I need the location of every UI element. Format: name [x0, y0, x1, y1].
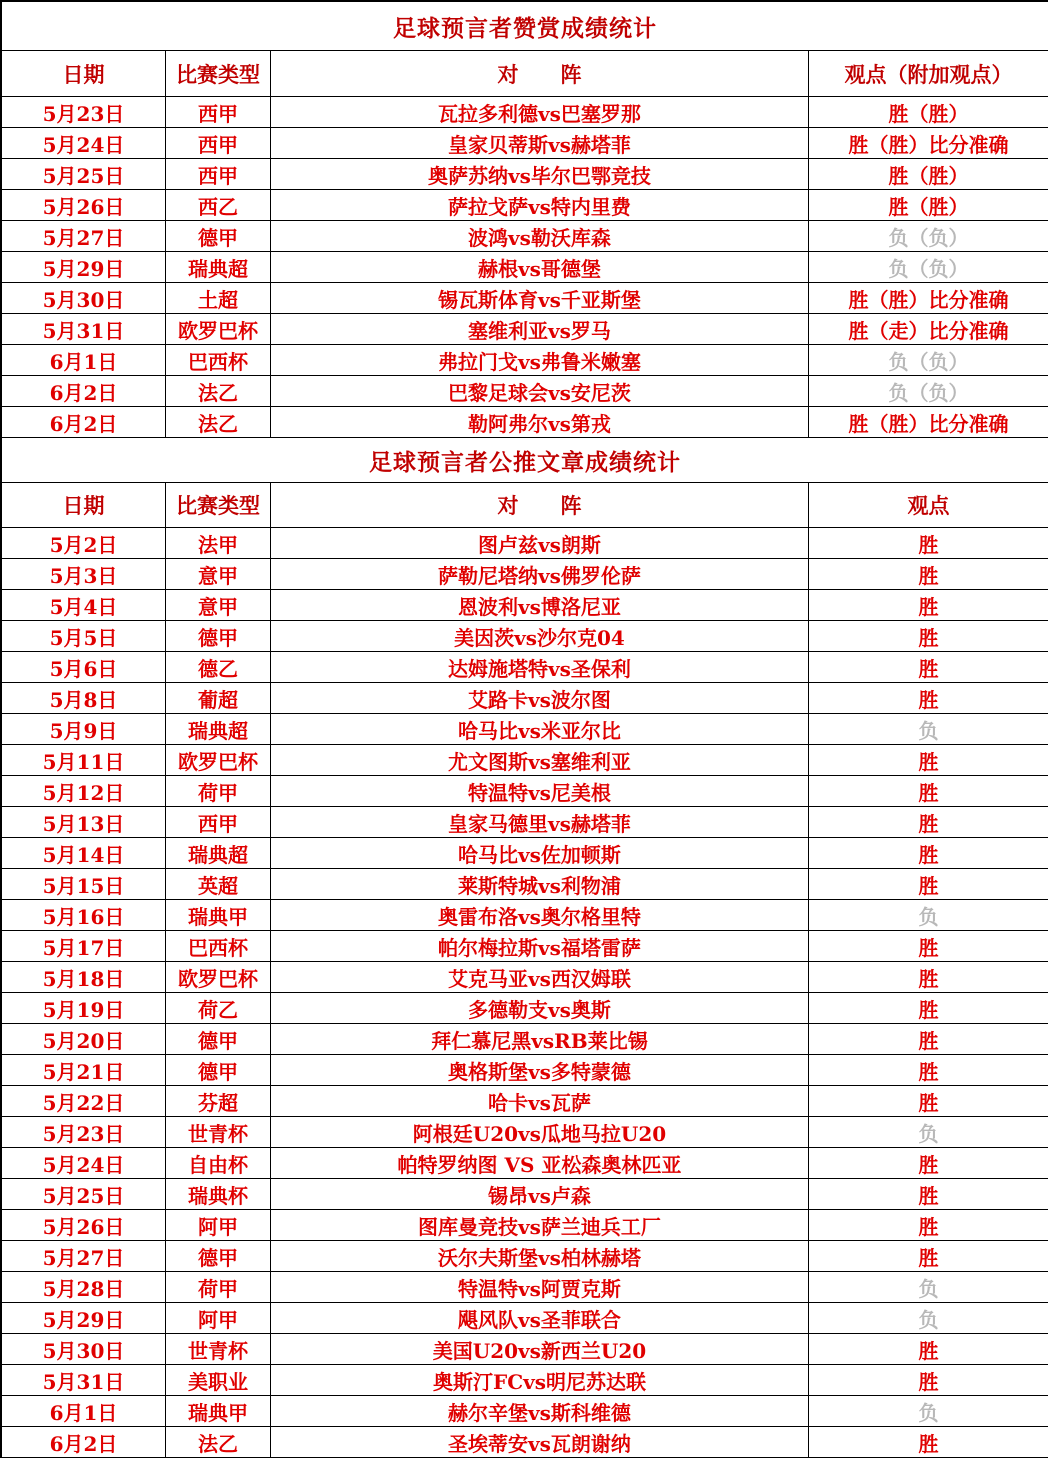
table-row: [2, 745, 1048, 776]
league-cell: 西甲: [166, 97, 271, 128]
result-cell: 胜: [809, 559, 1048, 590]
match-cell: 艾路卡vs波尔图: [271, 683, 809, 714]
match-cell: 奥格斯堡vs多特蒙德: [271, 1055, 809, 1086]
league-cell: 法乙: [166, 376, 271, 407]
league-cell: 阿甲: [166, 1210, 271, 1241]
date-cell: 5月20日: [2, 1024, 166, 1055]
result-cell: 胜: [809, 1086, 1048, 1117]
league-cell: 德甲: [166, 621, 271, 652]
league-cell: 瑞典超: [166, 714, 271, 745]
result-cell: 胜: [809, 838, 1048, 869]
match-cell: 莱斯特城vs利物浦: [271, 869, 809, 900]
result-cell: 胜: [809, 1241, 1048, 1272]
date-cell: 6月2日: [2, 376, 166, 407]
table-row: [2, 283, 1048, 314]
table-row: [2, 1365, 1048, 1396]
result-cell: 负: [809, 1272, 1048, 1303]
result-cell: 负（负）: [809, 376, 1048, 407]
date-cell: 5月23日: [2, 97, 166, 128]
section2-title: 足球预言者公推文章成绩统计: [2, 438, 1048, 483]
section2-header-row: [2, 483, 1048, 528]
header-result: 观点: [809, 483, 1048, 528]
table-row: [2, 1303, 1048, 1334]
league-cell: 德甲: [166, 221, 271, 252]
date-cell: 5月29日: [2, 1303, 166, 1334]
table-row: [2, 376, 1048, 407]
league-cell: 瑞典超: [166, 252, 271, 283]
league-cell: 荷乙: [166, 993, 271, 1024]
section1-title-row: [2, 2, 1048, 51]
result-cell: 胜: [809, 931, 1048, 962]
date-cell: 5月2日: [2, 528, 166, 559]
league-cell: 世青杯: [166, 1117, 271, 1148]
table-row: [2, 1148, 1048, 1179]
league-cell: 西甲: [166, 128, 271, 159]
match-cell: 皇家贝蒂斯vs赫塔菲: [271, 128, 809, 159]
league-cell: 瑞典甲: [166, 900, 271, 931]
table-row: [2, 1086, 1048, 1117]
match-cell: 奥雷布洛vs奥尔格里特: [271, 900, 809, 931]
date-cell: 5月3日: [2, 559, 166, 590]
table-row: [2, 776, 1048, 807]
results-table: [1, 1, 1048, 1458]
date-cell: 5月9日: [2, 714, 166, 745]
result-cell: 胜: [809, 1024, 1048, 1055]
date-cell: 5月25日: [2, 159, 166, 190]
table-row: [2, 683, 1048, 714]
date-cell: 5月8日: [2, 683, 166, 714]
result-cell: 负（负）: [809, 252, 1048, 283]
match-cell: 瓦拉多利德vs巴塞罗那: [271, 97, 809, 128]
result-cell: 胜: [809, 993, 1048, 1024]
result-cell: 胜: [809, 683, 1048, 714]
section1-title: 足球预言者赞赏成绩统计: [2, 2, 1048, 51]
match-cell: 萨勒尼塔纳vs佛罗伦萨: [271, 559, 809, 590]
result-cell: 胜（胜）比分准确: [809, 128, 1048, 159]
table-row: [2, 869, 1048, 900]
table-row: [2, 714, 1048, 745]
header-league: 比赛类型: [166, 51, 271, 97]
table-row: [2, 1055, 1048, 1086]
match-cell: 圣埃蒂安vs瓦朗谢纳: [271, 1427, 809, 1458]
date-cell: 5月4日: [2, 590, 166, 621]
league-cell: 西甲: [166, 159, 271, 190]
header-league: 比赛类型: [166, 483, 271, 528]
table-row: [2, 252, 1048, 283]
table-row: [2, 621, 1048, 652]
date-cell: 5月26日: [2, 190, 166, 221]
date-cell: 5月16日: [2, 900, 166, 931]
league-cell: 德甲: [166, 1241, 271, 1272]
match-cell: 帕特罗纳图 VS 亚松森奥林匹亚: [271, 1148, 809, 1179]
date-cell: 5月17日: [2, 931, 166, 962]
date-cell: 5月23日: [2, 1117, 166, 1148]
match-cell: 勒阿弗尔vs第戎: [271, 407, 809, 438]
league-cell: 瑞典甲: [166, 1396, 271, 1427]
match-cell: 美因茨vs沙尔克04: [271, 621, 809, 652]
date-cell: 5月13日: [2, 807, 166, 838]
match-cell: 哈马比vs米亚尔比: [271, 714, 809, 745]
result-cell: 胜（走）比分准确: [809, 314, 1048, 345]
league-cell: 荷甲: [166, 776, 271, 807]
league-cell: 德乙: [166, 652, 271, 683]
result-cell: 胜: [809, 528, 1048, 559]
header-date: 日期: [2, 51, 166, 97]
table-row: [2, 590, 1048, 621]
match-cell: 哈马比vs佐加顿斯: [271, 838, 809, 869]
table-row: [2, 838, 1048, 869]
match-cell: 赫尔辛堡vs斯科维德: [271, 1396, 809, 1427]
match-cell: 锡瓦斯体育vs千亚斯堡: [271, 283, 809, 314]
header-date: 日期: [2, 483, 166, 528]
date-cell: 5月25日: [2, 1179, 166, 1210]
date-cell: 6月1日: [2, 345, 166, 376]
result-cell: 胜: [809, 745, 1048, 776]
table-row: [2, 345, 1048, 376]
league-cell: 阿甲: [166, 1303, 271, 1334]
match-cell: 图库曼竞技vs萨兰迪兵工厂: [271, 1210, 809, 1241]
result-cell: 胜: [809, 869, 1048, 900]
table-row: [2, 1272, 1048, 1303]
league-cell: 瑞典杯: [166, 1179, 271, 1210]
league-cell: 巴西杯: [166, 931, 271, 962]
league-cell: 西甲: [166, 807, 271, 838]
league-cell: 世青杯: [166, 1334, 271, 1365]
section2-title-row: [2, 438, 1048, 483]
table-row: [2, 1179, 1048, 1210]
result-cell: 胜: [809, 621, 1048, 652]
match-cell: 奥斯汀FCvs明尼苏达联: [271, 1365, 809, 1396]
table-row: [2, 1396, 1048, 1427]
match-cell: 波鸿vs勒沃库森: [271, 221, 809, 252]
match-cell: 恩波利vs博洛尼亚: [271, 590, 809, 621]
result-cell: 胜: [809, 1365, 1048, 1396]
result-cell: 负: [809, 714, 1048, 745]
match-cell: 塞维利亚vs罗马: [271, 314, 809, 345]
match-cell: 尤文图斯vs塞维利亚: [271, 745, 809, 776]
league-cell: 法乙: [166, 407, 271, 438]
table-row: [2, 407, 1048, 438]
match-cell: 图卢兹vs朗斯: [271, 528, 809, 559]
match-cell: 巴黎足球会vs安尼茨: [271, 376, 809, 407]
result-cell: 胜: [809, 962, 1048, 993]
match-cell: 锡昂vs卢森: [271, 1179, 809, 1210]
result-cell: 负: [809, 1303, 1048, 1334]
result-cell: 胜: [809, 1055, 1048, 1086]
match-cell: 阿根廷U20vs瓜地马拉U20: [271, 1117, 809, 1148]
result-cell: 胜: [809, 1148, 1048, 1179]
match-cell: 拜仁慕尼黑vsRB莱比锡: [271, 1024, 809, 1055]
date-cell: 5月22日: [2, 1086, 166, 1117]
table-row: [2, 1117, 1048, 1148]
match-cell: 萨拉戈萨vs特内里费: [271, 190, 809, 221]
header-result: 观点（附加观点）: [809, 51, 1048, 97]
match-cell: 皇家马德里vs赫塔菲: [271, 807, 809, 838]
table-row: [2, 1210, 1048, 1241]
league-cell: 荷甲: [166, 1272, 271, 1303]
match-cell: 飓风队vs圣菲联合: [271, 1303, 809, 1334]
league-cell: 德甲: [166, 1055, 271, 1086]
league-cell: 美职业: [166, 1365, 271, 1396]
date-cell: 5月15日: [2, 869, 166, 900]
date-cell: 5月29日: [2, 252, 166, 283]
league-cell: 德甲: [166, 1024, 271, 1055]
table-row: [2, 1241, 1048, 1272]
date-cell: 5月26日: [2, 1210, 166, 1241]
table-row: [2, 97, 1048, 128]
table-row: [2, 1427, 1048, 1458]
table-row: [2, 962, 1048, 993]
table-row: [2, 1024, 1048, 1055]
result-cell: 负: [809, 1396, 1048, 1427]
date-cell: 5月27日: [2, 1241, 166, 1272]
table-row: [2, 190, 1048, 221]
table-row: [2, 528, 1048, 559]
league-cell: 自由杯: [166, 1148, 271, 1179]
match-cell: 赫根vs哥德堡: [271, 252, 809, 283]
result-cell: 胜（胜）: [809, 97, 1048, 128]
result-cell: 胜（胜）: [809, 159, 1048, 190]
date-cell: 5月19日: [2, 993, 166, 1024]
table-row: [2, 900, 1048, 931]
result-cell: 负: [809, 1117, 1048, 1148]
table-row: [2, 1334, 1048, 1365]
result-cell: 胜: [809, 1210, 1048, 1241]
league-cell: 欧罗巴杯: [166, 962, 271, 993]
league-cell: 英超: [166, 869, 271, 900]
section1-header-row: [2, 51, 1048, 97]
table-row: [2, 652, 1048, 683]
league-cell: 巴西杯: [166, 345, 271, 376]
league-cell: 法乙: [166, 1427, 271, 1458]
date-cell: 6月2日: [2, 407, 166, 438]
date-cell: 5月11日: [2, 745, 166, 776]
table-row: [2, 807, 1048, 838]
match-cell: 美国U20vs新西兰U20: [271, 1334, 809, 1365]
header-match: 对 阵: [271, 51, 809, 97]
match-cell: 帕尔梅拉斯vs福塔雷萨: [271, 931, 809, 962]
table-row: [2, 559, 1048, 590]
result-cell: 负（负）: [809, 345, 1048, 376]
match-cell: 沃尔夫斯堡vs柏林赫塔: [271, 1241, 809, 1272]
result-cell: 负: [809, 900, 1048, 931]
date-cell: 5月30日: [2, 283, 166, 314]
date-cell: 5月31日: [2, 314, 166, 345]
result-cell: 胜: [809, 1334, 1048, 1365]
date-cell: 5月14日: [2, 838, 166, 869]
league-cell: 意甲: [166, 559, 271, 590]
table-row: [2, 159, 1048, 190]
league-cell: 西乙: [166, 190, 271, 221]
league-cell: 法甲: [166, 528, 271, 559]
league-cell: 欧罗巴杯: [166, 314, 271, 345]
league-cell: 芬超: [166, 1086, 271, 1117]
league-cell: 葡超: [166, 683, 271, 714]
league-cell: 土超: [166, 283, 271, 314]
match-cell: 哈卡vs瓦萨: [271, 1086, 809, 1117]
date-cell: 5月28日: [2, 1272, 166, 1303]
date-cell: 5月30日: [2, 1334, 166, 1365]
date-cell: 6月2日: [2, 1427, 166, 1458]
match-cell: 艾克马亚vs西汉姆联: [271, 962, 809, 993]
match-cell: 奥萨苏纳vs毕尔巴鄂竞技: [271, 159, 809, 190]
header-match: 对 阵: [271, 483, 809, 528]
result-cell: 胜: [809, 1427, 1048, 1458]
date-cell: 6月1日: [2, 1396, 166, 1427]
table-row: [2, 931, 1048, 962]
date-cell: 5月6日: [2, 652, 166, 683]
table-row: [2, 221, 1048, 252]
result-cell: 胜（胜）比分准确: [809, 407, 1048, 438]
date-cell: 5月27日: [2, 221, 166, 252]
match-cell: 达姆施塔特vs圣保利: [271, 652, 809, 683]
date-cell: 5月24日: [2, 1148, 166, 1179]
date-cell: 5月5日: [2, 621, 166, 652]
result-cell: 负（负）: [809, 221, 1048, 252]
match-cell: 弗拉门戈vs弗鲁米嫩塞: [271, 345, 809, 376]
league-cell: 瑞典超: [166, 838, 271, 869]
table-row: [2, 128, 1048, 159]
match-cell: 特温特vs尼美根: [271, 776, 809, 807]
date-cell: 5月31日: [2, 1365, 166, 1396]
result-cell: 胜（胜）比分准确: [809, 283, 1048, 314]
result-cell: 胜: [809, 652, 1048, 683]
result-cell: 胜: [809, 590, 1048, 621]
league-cell: 欧罗巴杯: [166, 745, 271, 776]
table-row: [2, 314, 1048, 345]
result-cell: 胜: [809, 776, 1048, 807]
result-cell: 胜: [809, 1179, 1048, 1210]
league-cell: 意甲: [166, 590, 271, 621]
date-cell: 5月21日: [2, 1055, 166, 1086]
table-row: [2, 993, 1048, 1024]
match-cell: 多德勒支vs奥斯: [271, 993, 809, 1024]
match-cell: 特温特vs阿贾克斯: [271, 1272, 809, 1303]
date-cell: 5月12日: [2, 776, 166, 807]
date-cell: 5月24日: [2, 128, 166, 159]
result-cell: 胜: [809, 807, 1048, 838]
result-cell: 胜（胜）: [809, 190, 1048, 221]
date-cell: 5月18日: [2, 962, 166, 993]
